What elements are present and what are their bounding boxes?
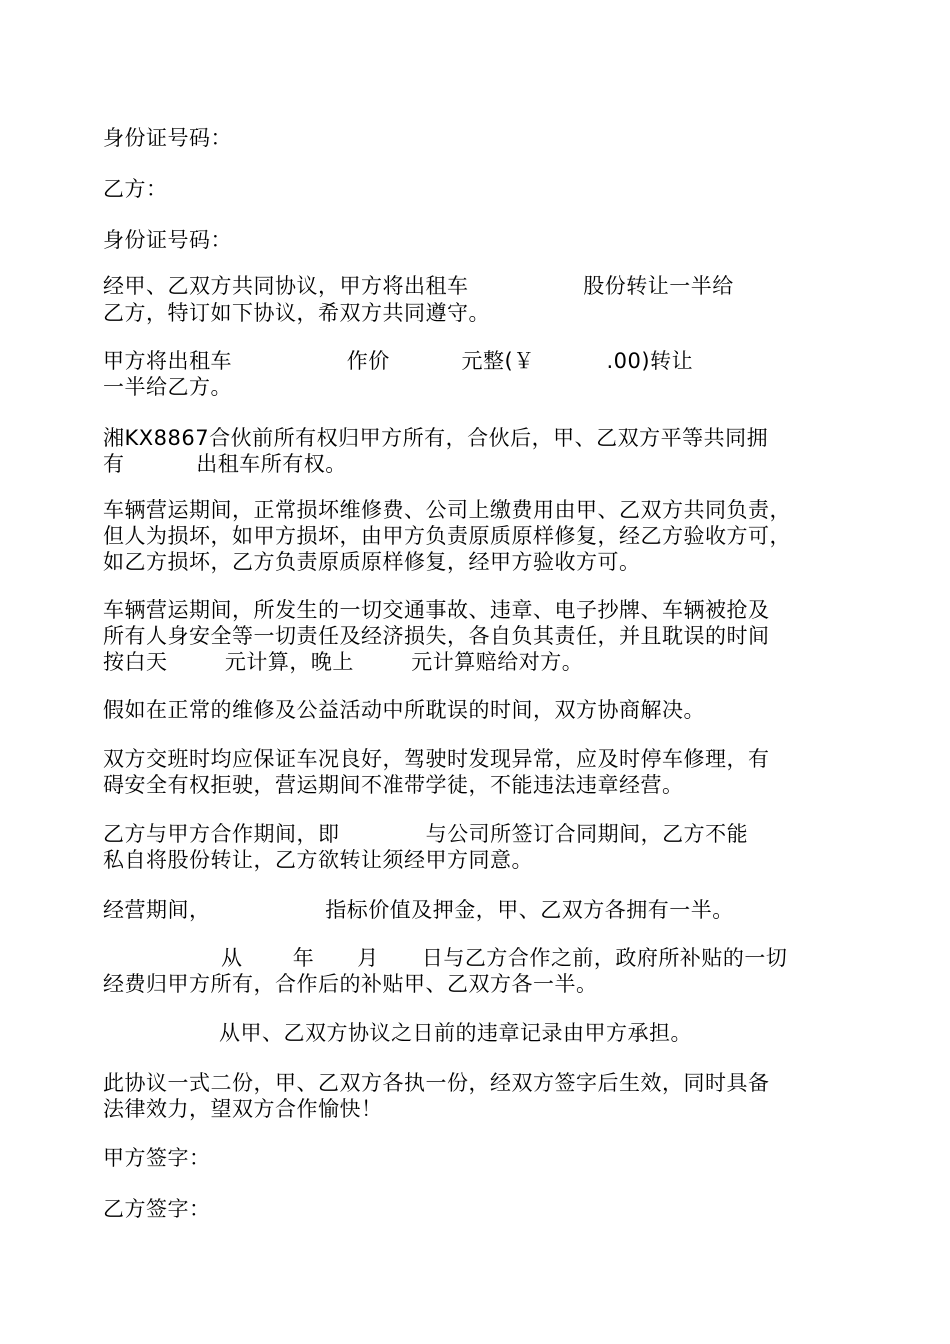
clause-liability-line-1: 车辆营运期间，所发生的一切交通事故、违章、电子抄牌、车辆被抢及 (103, 598, 770, 622)
clause-maintenance: 假如在正常的维修及公益活动中所耽误的时间，双方协商解决。 (103, 698, 705, 722)
clause-copies-line-2: 法律效力，望双方合作愉快！ (103, 1097, 383, 1121)
clause-liability-line-3: 按白天 元计算，晚上 元计算赔给对方。 (103, 650, 584, 674)
clause-subsidy-line-2: 经费归甲方所有，合作后的补贴甲、乙双方各一半。 (103, 972, 598, 996)
clause-handover-line-2: 碍安全有权拒驶，营运期间不准带学徒，不能违法违章经营。 (103, 773, 684, 797)
clause-price-line-1: 甲方将出租车 作价 元整(￥ .00)转让 (103, 349, 694, 373)
clause-handover-line-1: 双方交班时均应保证车况良好，驾驶时发现异常，应及时停车修理，有 (103, 747, 770, 771)
clause-liability-line-2: 所有人身安全等一切责任及经济损失，各自负其责任，并且耽误的时间 (103, 624, 770, 648)
party-a-signature-label: 甲方签字： (103, 1146, 211, 1170)
clause-violation-record: 从甲、乙双方协议之日前的违章记录由甲方承担。 (219, 1021, 692, 1045)
id-number-label-b: 身份证号码： (103, 228, 232, 252)
clause-intro-line-1: 经甲、乙双方共同协议，甲方将出租车 股份转让一半给 (103, 274, 734, 298)
clause-transfer-line-2: 私自将股份转让，乙方欲转让须经甲方同意。 (103, 848, 533, 872)
clause-quota: 经营期间， 指标价值及押金，甲、乙双方各拥有一半。 (103, 898, 734, 922)
clause-copies-line-1: 此协议一式二份，甲、乙双方各执一份，经双方签字后生效，同时具备 (103, 1071, 770, 1095)
clause-ownership-line-1: 湘KX8867合伙前所有权归甲方所有，合伙后，甲、乙双方平等共同拥 (103, 426, 769, 450)
party-b-label: 乙方： (103, 177, 168, 201)
id-number-label-a: 身份证号码： (103, 126, 232, 150)
party-b-signature-label: 乙方签字： (103, 1197, 211, 1221)
clause-transfer-line-1: 乙方与甲方合作期间，即 与公司所签订合同期间，乙方不能 (103, 822, 749, 846)
clause-price-line-2: 一半给乙方。 (103, 375, 232, 399)
clause-repair-line-1: 车辆营运期间，正常损坏维修费、公司上缴费用由甲、乙双方共同负责， (103, 498, 791, 522)
clause-repair-line-3: 如乙方损坏，乙方负责原质原样修复，经甲方验收方可。 (103, 550, 641, 574)
clause-ownership-line-2: 有 出租车所有权。 (103, 452, 347, 476)
clause-subsidy-line-1: 从 年 月 日与乙方合作之前，政府所补贴的一切 (221, 946, 788, 970)
clause-repair-line-2: 但人为损坏，如甲方损坏，由甲方负责原质原样修复，经乙方验收方可， (103, 524, 791, 548)
clause-intro-line-2: 乙方，特订如下协议，希双方共同遵守。 (103, 301, 490, 325)
